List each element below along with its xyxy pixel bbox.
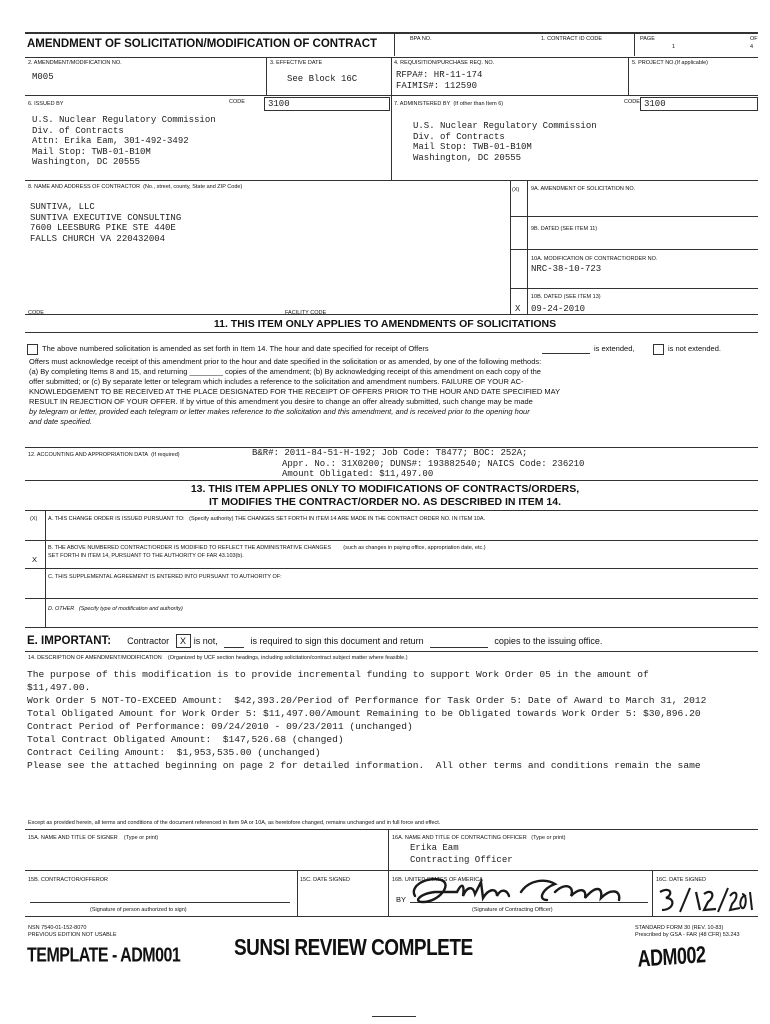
contracting-officer-signature [405,872,655,912]
amend-x-column: (X) [512,187,520,193]
16c-label: 16C. DATE SIGNED [656,877,707,883]
item-10a-value: NRC-38-10-723 [531,264,602,274]
item-13-title: 13. THIS ITEM APPLIES ONLY TO MODIFICATIONS OF CONTRACTS/ORDERS, IT MODIFIES THE CONTRACT/ORDER NO. AS DESCRIBED IN ITEM 14. [190,483,580,508]
item-13d: D. OTHER (Specify type of modification and authority) [48,606,183,612]
item-13-x-column: (X) [30,516,38,522]
prescribed-by-text: Prescribed by GSA - FAR (48 CFR) 53.243 [635,932,740,938]
item-13a: A. THIS CHANGE ORDER IS ISSUED PURSUANT TO: (Specify authority) THE CHANGES SET FORTH IN ITEM 14 ARE MADE IN THE CONTRACT ORDER NO. IN ITEM 10A. [48,516,486,522]
16b-sub: (Signature of Contracting Officer) [472,907,553,913]
issued-code-label: CODE [229,99,245,105]
administered-by-label: 7. ADMINISTERED BY (If other than Item 6) [394,101,504,107]
item-9b-label: 9B. DATED (SEE ITEM 11) [531,226,598,232]
contractor-is-not-box[interactable]: X [176,634,191,648]
effective-date-value: See Block 16C [287,74,358,84]
requisition-label: 4. REQUISITION/PURCHASE REQ. NO. [394,60,495,66]
item-11-instructions: Offers must acknowledge receipt of this amendment prior to the hour and date specified in the solicitation or as amended, by one of the following methods: (a) By completing Items 8 and 15, and returning ________ copies of the amendment; (b) By acknowledging receipt of this amendment on each copy of the offer submitted; or (c) By separate letter or telegram which includes a reference to the solicitation and amendment numbers. FAILURE OF YOUR AC- KNOWLEDGEMENT TO BE RECEIVED AT THE PLACE DESIGNATED FOR THE RECEIPT OF OFFERS PRIOR TO THE HOUR AND DATE SPECIFIED MAY RESULT IN REJECTION OF YOUR OFFER. If by virtue of this amendment you desire to change an offer already submitted, such change may be made by telegram or letter, provided each telegram or letter makes reference to the solicitation and this amendment, and is received prior to the opening hour and date specified. [29,357,561,426]
solicitation-checkbox[interactable] [27,344,38,355]
contractor-address: SUNTIVA, LLC SUNTIVA EXECUTIVE CONSULTING 7600 LEESBURG PIKE STE 440E FALLS CHURCH VA 220432004 [30,202,182,244]
nsn-text: NSN 7540-01-152-8070 [28,925,87,931]
item-11-title: 11. THIS ITEM ONLY APPLIES TO AMENDMENTS OF SOLICITATIONS [213,318,557,330]
amend-no-value: M005 [32,72,54,82]
item-13b-line-1: B. THE ABOVE NUMBERED CONTRACT/ORDER IS MODIFIED TO REFLECT THE ADMINISTRATIVE CHANGES (such as changes in paying office, appropriation date, etc.) [48,545,486,551]
item-13c: C. THIS SUPPLEMENTAL AGREEMENT IS ENTERED INTO PURSUANT TO AUTHORITY OF: [48,574,282,580]
issued-code-value: 3100 [268,99,290,109]
bpa-label: BPA NO. [410,36,432,42]
issued-by-address: U.S. Nuclear Regulatory Commission Div. of Contracts Attn: Erika Eam, 301-492-3492 Mail Stop: TWB-01-B10M Washington, DC 20555 [32,115,216,167]
16b-label: 16B. UNITED STATES OF AMERICA [392,877,483,883]
except-provision: Except as provided herein, all terms and conditions of the document referenced in Item 9A or 10A, as heretofore changed, remains unchanged and in full force and effect. [28,820,441,826]
item-13b-mark: X [32,555,38,564]
previous-edition-text: PREVIOUS EDITION NOT USABLE [28,932,117,938]
project-no-label: 5. PROJECT NO.(If applicable) [632,60,709,66]
contract-id-label: 1. CONTRACT ID CODE [541,36,603,42]
admin-code-label: CODE [624,99,640,105]
issued-by-label: 6. ISSUED BY [28,101,64,107]
facility-code-label: FACILITY CODE [285,310,327,316]
modification-description: The purpose of this modification is to provide incremental funding to support Work Order 05 in the amount of $11,497.00. Work Order 5 NOT-TO-EXCEED Amount: $42,393.20/Period of Performance for Task Order 5: Date of Award to March 31, 2012 Total Obligated Amount for Work Order 5: $11,497.00/Amount Remaining to be Obligated towards Work Order 5: $30,896.20 Contract Period of Performance: 09/24/2010 - 09/23/2011 (unchanged) Total Contract Obligated Amount: $147,526.68 (changed) Contract Ceiling Amount: $1,953,535.00 (unchanged) Please see the attached beginning on page 2 for detailed information. All other terms and conditions remain the same [27,669,707,771]
page-value: 1 [672,44,676,50]
item-13b-line-2: SET FORTH IN ITEM 14, PURSUANT TO THE AUTHORITY OF FAR 43.103(b). [48,553,244,559]
important-line: E. IMPORTANT: Contractor X is not, is required to sign this document and return copies to the issuing office. [27,635,603,647]
16a-label: 16A. NAME AND TITLE OF CONTRACTING OFFICER (Type or print) [392,835,566,841]
item-10a-label: 10A. MODIFICATION OF CONTRACT/ORDER NO. [531,256,658,262]
of-label: OF [750,36,758,42]
co-title: Contracting Officer [410,855,513,865]
admin-code-value: 3100 [644,99,666,109]
item-10b-label: 10B. DATED (SEE ITEM 13) [531,294,601,300]
requisition-line-1: RFPA#: HR-11-174 [396,70,483,80]
item-12-label: 12. ACCOUNTING AND APPROPRIATION DATA (If required) [28,452,180,458]
co-name: Erika Eam [410,843,459,853]
requisition-line-2: FAIMIS#: 112590 [396,81,478,91]
page-total: 4 [750,44,754,50]
page-label: PAGE [640,36,655,42]
item-9a-label: 9A. AMENDMENT OF SOLICITATION NO. [531,186,636,192]
form-title: AMENDMENT OF SOLICITATION/MODIFICATION OF CONTRACT [27,38,378,50]
standard-form-text: STANDARD FORM 30 (REV. 10-83) [635,925,724,931]
administered-by-address: U.S. Nuclear Regulatory Commission Div. of Contracts Mail Stop: TWB-01-B10M Washington, DC 20555 [413,121,597,163]
extended-text: is extended, [594,344,635,353]
item-10b-mark: X [515,304,521,314]
item-11-line-1: The above numbered solicitation is amended as set forth in Item 14. The hour and date specified for receipt of Offers [42,344,429,353]
item-10b-value: 09-24-2010 [531,304,586,314]
item-14-label: 14. DESCRIPTION OF AMENDMENT/MODIFICATION (Organized by UCF section headings, including solicitation/contract subject matter where feasible.) [28,655,408,661]
signed-date-handwritten [656,884,758,916]
adm002-stamp: ADM002 [637,941,706,972]
accounting-data: B&R#: 2011-84-51-H-192; Job Code: T8477; BOC: 252A; Appr. No.: 31X0200; DUNS#: 193882540; NAICS Code: 236210 Amount Obligated: $11,497.00 [252,448,585,479]
amend-no-label: 2. AMENDMENT/MODIFICATION NO. [28,60,122,66]
contractor-code-label: CODE [28,310,44,316]
15b-sub: (Signature of person authorized to sign) [90,907,187,913]
template-stamp: TEMPLATE - ADM001 [27,945,181,967]
15b-label: 15B. CONTRACTOR/OFFEROR [28,877,108,883]
15c-label: 15C. DATE SIGNED [300,877,351,883]
contractor-label: 8. NAME AND ADDRESS OF CONTRACTOR (No., street, county, State and ZIP Code) [28,184,243,190]
by-label: BY [396,895,407,904]
not-extended-text: is not extended. [668,344,721,353]
15a-label: 15A. NAME AND TITLE OF SIGNER (Type or print) [28,835,159,841]
sunsi-review-stamp: SUNSI REVIEW COMPLETE [234,936,473,962]
effective-date-label: 3. EFFECTIVE DATE [270,60,323,66]
not-extended-checkbox[interactable] [653,344,664,355]
